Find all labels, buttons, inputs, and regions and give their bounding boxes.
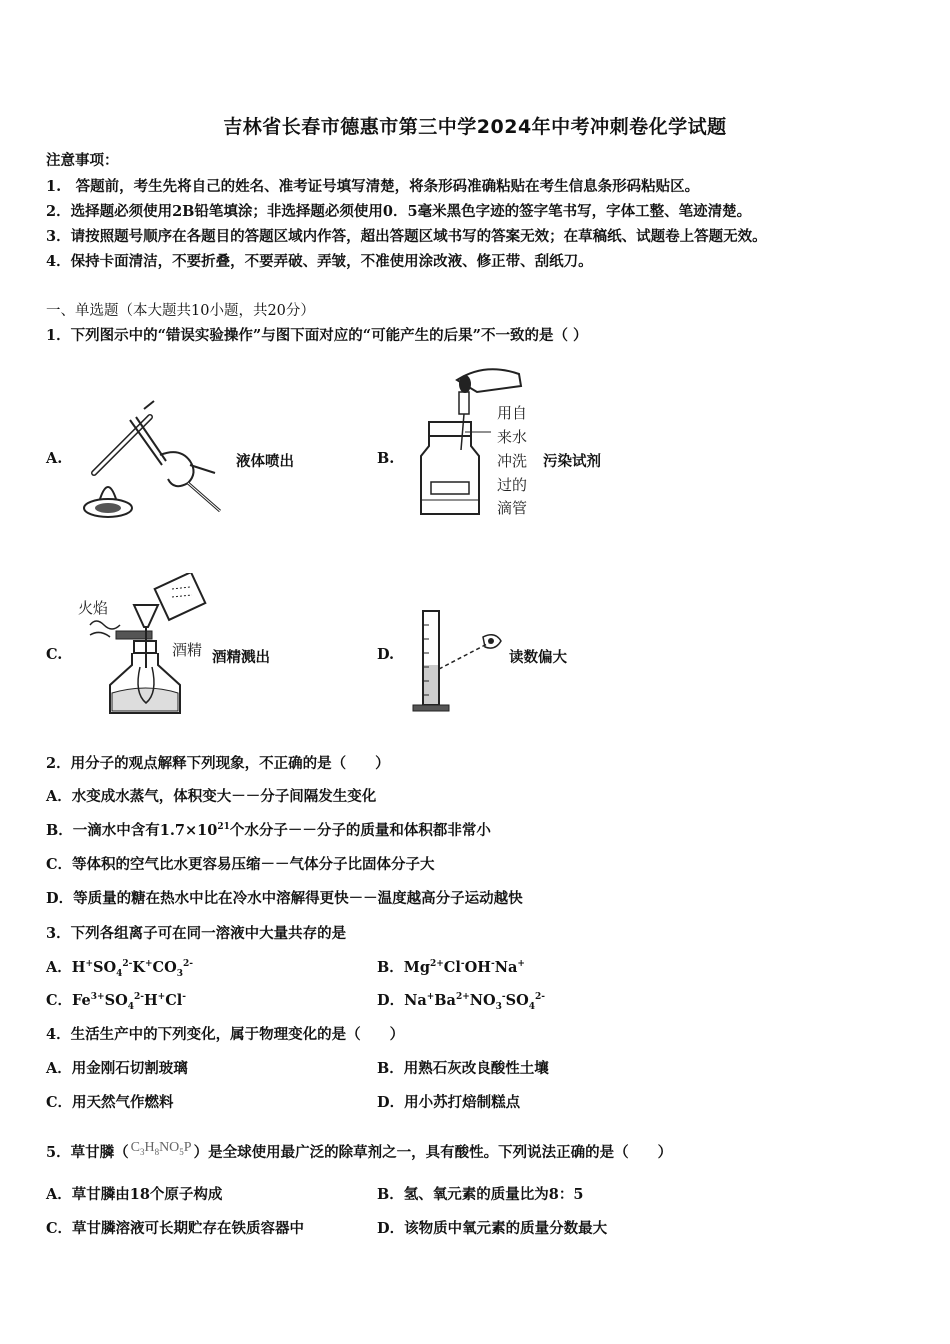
q4-option-a: A．用金刚石切割玻璃 (46, 1060, 188, 1077)
section-heading: 一、单选题（本大题共10小题，共20分） (46, 303, 315, 319)
question-2-stem: 2．用分子的观点解释下列现象，不正确的是（ ） (46, 755, 390, 772)
q1-option-a-result: 液体喷出 (236, 453, 294, 470)
q2-option-c: C．等体积的空气比水更容易压缩－－气体分子比固体分子大 (46, 856, 435, 873)
q5-stem-post: ）是全球使用最广泛的除草剂之一，具有酸性。下列说法正确的是（ ） (193, 1144, 673, 1161)
q1-option-b-result: 污染试剂 (543, 453, 601, 470)
q5-stem-pre: 5．草甘膦（ (46, 1144, 129, 1161)
q1-option-c-letter: C. (46, 646, 63, 663)
q1-option-a-letter: A. (46, 450, 63, 467)
notice-item: 1. 答题前，考生先将自己的姓名、准考证号填写清楚，将条形码准确粘贴在考生信息条形码粘贴区。 (46, 178, 700, 195)
q3-option-b-label: B． (377, 959, 404, 976)
q2-option-d: D．等质量的糖在热水中比在冷水中溶解得更快－－温度越高分子运动越快 (46, 890, 523, 907)
q1-b-fig-label-line: 过的 (497, 476, 528, 494)
q1-b-fig-label-line: 冲洗 (497, 452, 528, 470)
q3-option-c-label: C． (46, 992, 73, 1009)
q1-b-figure (415, 360, 535, 520)
notice-heading: 注意事项： (46, 152, 119, 169)
q1-option-c-result: 酒精溅出 (212, 649, 270, 666)
q1-option-d-letter: D. (377, 646, 395, 663)
q2-option-b-post: 个水分子－－分子的质量和体积都非常小 (229, 822, 491, 839)
q4-option-b: B．用熟石灰改良酸性土壤 (377, 1060, 549, 1077)
q1-b-fig-label-line: 用自 (497, 404, 528, 422)
q5-option-c: C．草甘膦溶液可长期贮存在铁质容器中 (46, 1220, 305, 1237)
q1-c-fig-label-flame: 火焰 (78, 599, 109, 617)
q4-option-c: C．用天然气作燃料 (46, 1094, 174, 1111)
q1-a-figure (70, 395, 230, 530)
notice-item: 4．保持卡面清洁，不要折叠，不要弄破、弄皱，不准使用涂改液、修正带、刮纸刀。 (46, 253, 593, 270)
q3-option-a: A．$H^+SO_4^{2-}K^+CO_3^{2-}$ (46, 959, 193, 979)
q3-option-d: D．$Na^+Ba^{2+}NO_3^-SO_4^{2-}$ (377, 992, 546, 1012)
q1-c-figure (76, 573, 216, 723)
question-3-stem: 3．下列各组离子可在同一溶液中大量共存的是 (46, 925, 347, 942)
q3-option-b: B．$Mg^{2+}Cl^-OH^-Na^+$ (377, 959, 525, 976)
q1-d-figure (405, 605, 505, 717)
q2-option-a: A．水变成水蒸气，体积变大－－分子间隔发生变化 (46, 788, 377, 805)
q1-b-fig-label-line: 来水 (497, 428, 528, 446)
q5-formula: $C_3H_8NO_5P$ (130, 1140, 192, 1157)
q1-b-fig-label-line: 滴管 (497, 499, 528, 517)
q2-option-b-exponent: 21 (217, 822, 230, 833)
q1-option-b-letter: B. (377, 450, 395, 467)
notice-item: 3．请按照题号顺序在各题目的答题区域内作答，超出答题区域书写的答案无效；在草稿纸、试题卷上答题无效。 (46, 228, 767, 245)
q2-option-b-pre: B．一滴水中含有1.7×10 (46, 822, 218, 839)
question-5-stem (46, 1138, 672, 1163)
question-1-stem: 1．下列图示中的“错误实验操作”与图下面对应的“可能产生的后果”不一致的是（ ） (46, 327, 588, 344)
q5-option-a: A．草甘膦由18个原子构成 (46, 1186, 223, 1203)
q5-option-d: D．该物质中氧元素的质量分数最大 (377, 1220, 608, 1237)
page-title: 吉林省长春市德惠市第三中学2024年中考冲刺卷化学试题 (223, 116, 727, 138)
question-4-stem: 4．生活生产中的下列变化，属于物理变化的是（ ） (46, 1026, 405, 1043)
q1-c-fig-label-alcohol: 酒精 (172, 641, 203, 659)
q2-option-b (46, 821, 491, 841)
q5-option-b: B．氢、氧元素的质量比为8：5 (377, 1186, 584, 1203)
q4-option-d: D．用小苏打焙制糕点 (377, 1094, 521, 1111)
notice-item: 2．选择题必须使用2B铅笔填涂；非选择题必须使用0．5毫米黑色字迹的签字笔书写，字体工整、笔迹清楚。 (46, 203, 752, 220)
q3-option-c: C．$Fe^{3+}SO_4^{2-}H^+Cl^-$ (46, 992, 187, 1012)
q3-option-a-label: A． (46, 959, 72, 976)
q1-option-d-result: 读数偏大 (509, 649, 567, 666)
q3-option-d-label: D． (377, 992, 405, 1009)
